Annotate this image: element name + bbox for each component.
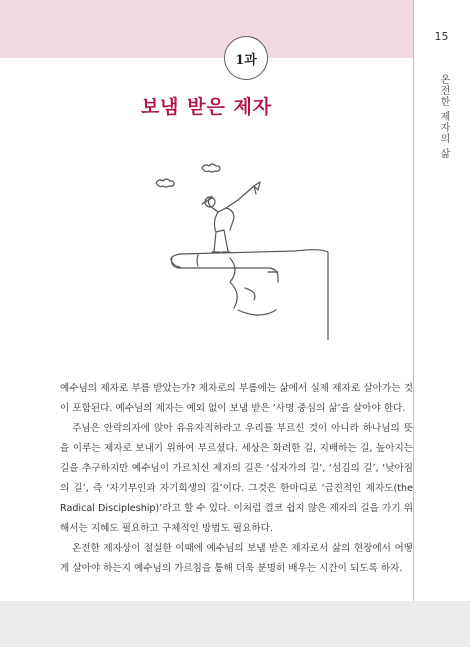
paragraph: 예수님의 제자로 부름 받았는가? 제자로의 부름에는 삶에서 실제 제자로 살아가는 것이 포함된다. 예수님의 제자는 예외 없이 보냄 받은 ‘사명 중심의 삶’을 살아야 한다.	[60, 383, 413, 414]
paragraph: 온전한 제자상이 절실한 이때에 예수님의 보냄 받은 제자로서 삶의 현장에서 어떻게 살아야 하는지 예수님의 가르침을 통해 더욱 분명히 배우는 시간이 되도록 하자.	[60, 543, 413, 574]
pointing-hand-illustration	[150, 160, 350, 340]
flag-icon	[254, 182, 260, 194]
paragraph: 주님은 안락의자에 앉아 유유자적하라고 우리를 부르신 것이 아니라 하나님의 뜻을 이루는 제자로 보내기 위하여 부르셨다. 세상은 화려한 길, 지배하는 길, 높아지는 길을 추구하지만 예수님이 가르치신 제자의 길은 ‘십자가의 길’, ‘섬김의 길’, ‘낮아짐의 길’, 즉 ‘자기부인과 자기희생의 길’이다. 그것은 한마디로 ‘급진적인 제자도(the Radical Discipleship)’라고 할 수 있다. 이처럼 결코 쉽지 않은 제자의 길을 가기 위해서는 지혜도 필요하고 구체적인 방법도 필요하다.	[60, 423, 413, 534]
hand-icon	[172, 250, 328, 340]
lesson-badge-label: 1과	[235, 52, 257, 68]
running-head: 온전한 제자의 삶	[438, 74, 449, 160]
header-band	[0, 0, 413, 58]
lesson-badge	[224, 36, 268, 80]
person-icon	[208, 186, 254, 252]
page-number: 15	[434, 30, 449, 43]
chapter-title: 보냄 받은 제자	[140, 96, 273, 118]
cloud-icon	[156, 179, 174, 187]
footer-band	[0, 601, 470, 647]
cloud-icon	[202, 164, 220, 172]
body-text	[60, 379, 413, 579]
